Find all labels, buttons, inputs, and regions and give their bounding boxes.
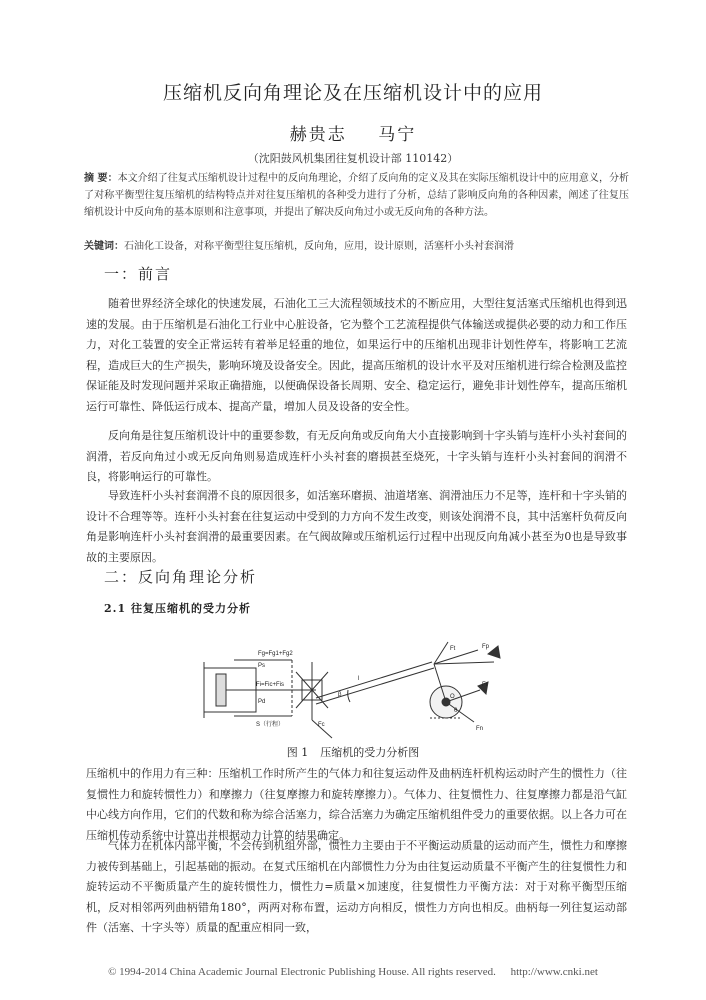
label-gas-force: Fg=Fg1+Fg2 — [258, 651, 293, 657]
author-line — [0, 120, 706, 145]
author-name: 赫贵志 — [289, 125, 347, 145]
label-beta: β — [338, 692, 342, 698]
section-heading-intro: 一：前言 — [104, 265, 173, 283]
label-fn: Fn — [476, 726, 484, 732]
author-name: 马宁 — [378, 125, 417, 145]
keywords — [84, 239, 629, 255]
paragraph: 气体力在机体内部平衡，不会传到机组外部，惯性力主要由于不平衡运动质量的运动而产生，惯性力和摩擦力被传到基础上，引起基础的振动。在复式压缩机在内部惯性力分为由往复运动质量不平衡产生的往复惯性力和旋转运动不平衡质量产生的旋转惯性力，惯性力=质量×加速度，往复惯性力平衡方法：对于对称平衡型压缩机，反对相邻两列曲柄错角180°，两两对称布置，运动方向相反，惯性力方向也相反。曲柄每一列往复运动部件（活塞、十字头等）质量的配重应相同一致， — [86, 839, 627, 934]
footer-url[interactable]: http://www.cnki.net — [510, 966, 598, 978]
keywords-text: 石油化工设备，对称平衡型往复压缩机，反向角，应用，设计原则，活塞杆小头衬套润滑 — [124, 241, 514, 252]
abstract — [84, 170, 629, 221]
label-stroke: S（行程） — [256, 722, 285, 728]
affiliation: （沈阳鼓风机集团往复机设计部 110142） — [247, 152, 459, 165]
label-fc: Fc — [318, 722, 325, 728]
force-diagram — [198, 640, 508, 744]
copyright-footer — [0, 966, 706, 978]
connecting-rod — [316, 662, 434, 704]
section-heading-analysis: 二：反向角理论分析 — [104, 568, 258, 586]
paragraph: 随着世界经济全球化的快速发展，石油化工三大流程领域技术的不断应用，大型往复活塞式压缩机也得到迅速的发展。由于压缩机是石油化工行业中心脏设备，它为整个工艺流程提供气体输送或提供必要的动力和工作压力，对化工装置的安全正常运转有着举足轻重的地位，如果运行中的压缩机出现非计划性停车，将影响工艺流程，造成巨大的生产损失，影响环境及设备安全。因此，提高压缩机的设计水平及对压缩机进行综合检测及监控保证能及时发现问题并采取正确措施，以便确保设备长周期、安全、稳定运行，避免非计划性停车，提高压缩机运行可靠性、降低运行成本、提高产量，增加人员及设备的安全性。 — [86, 297, 627, 413]
subsection-heading: 2.1 往复压缩机的受力分析 — [104, 602, 251, 615]
figure-caption — [0, 744, 706, 760]
copyright-text: © 1994-2014 China Academic Journal Electronic Publishing House. All rights reserved. — [108, 966, 496, 978]
label-fp: Fp — [482, 644, 490, 650]
label-force-cross: Fi=Fic+Fis — [256, 682, 285, 688]
label-theta: θ — [454, 708, 458, 714]
label-pd: Pd — [258, 699, 266, 705]
keywords-label: 关键词： — [84, 241, 124, 252]
paragraph: 反向角是往复压缩机设计中的重要参数，有无反向角或反向角大小直接影响到十字头销与连杆小头衬套间的润滑，若反向角过小或无反向角则易造成连杆小头衬套的磨损甚至烧死，十字头销与连杆小头衬套间的润滑不良，将影响运行的可靠性。 — [86, 429, 627, 483]
paper-title: 压缩机反向角理论及在压缩机设计中的应用 — [162, 82, 543, 104]
label-fr: Fr — [482, 682, 488, 688]
paragraph: 导致连杆小头衬套润滑不良的原因很多，如活塞环磨损、油道堵塞、润滑油压力不足等，连杆和十字头销的设计不合理等等。连杆小头衬套在往复运动中受到的力方向不发生改变，则该处润滑不良，其中活塞杆负荷反向角是影响连杆小头衬套润滑的最重要因素。在气阀故障或压缩机运行过程中出现反向角减小甚至为0也是导致事故的主要原因。 — [86, 489, 627, 564]
paragraph: 压缩机中的作用力有三种：压缩机工作时所产生的气体力和往复运动件及曲柄连杆机构运动时产生的惯性力（往复惯性力和旋转惯性力）和摩擦力（往复摩擦力和旋转摩擦力）。气体力、往复惯性力、往复摩擦力都是沿气缸中心线方向作用，它们的代数和称为综合活塞力，综合活塞力为确定压缩机组件受力的重要依据。以上各力可在压缩机传动系统中计算出并根据动力计算的结果确定。 — [86, 767, 627, 842]
abstract-label: 摘 要： — [84, 173, 118, 184]
label-ps: Ps — [258, 663, 266, 669]
cylinder — [204, 662, 268, 718]
label-rod: l — [358, 676, 360, 682]
label-o: O — [450, 694, 455, 700]
abstract-text: 本文介绍了往复式压缩机设计过程中的反向角理论，介绍了反向角的定义及其在实际压缩机设计中的应用意义，分析了对称平衡型往复压缩机的结构特点并对往复压缩机的各种受力进行了分析，总结了影响反向角的各种因素，阐述了往复压缩机设计中反向角的基本原则和注意事项，并提出了解决反向角过小或无反向角的各种方法。 — [84, 173, 629, 218]
figure-number: 图 1 — [286, 746, 309, 759]
figure-caption-text: 压缩机的受力分析图 — [320, 746, 420, 759]
label-ft: Ft — [450, 646, 456, 652]
